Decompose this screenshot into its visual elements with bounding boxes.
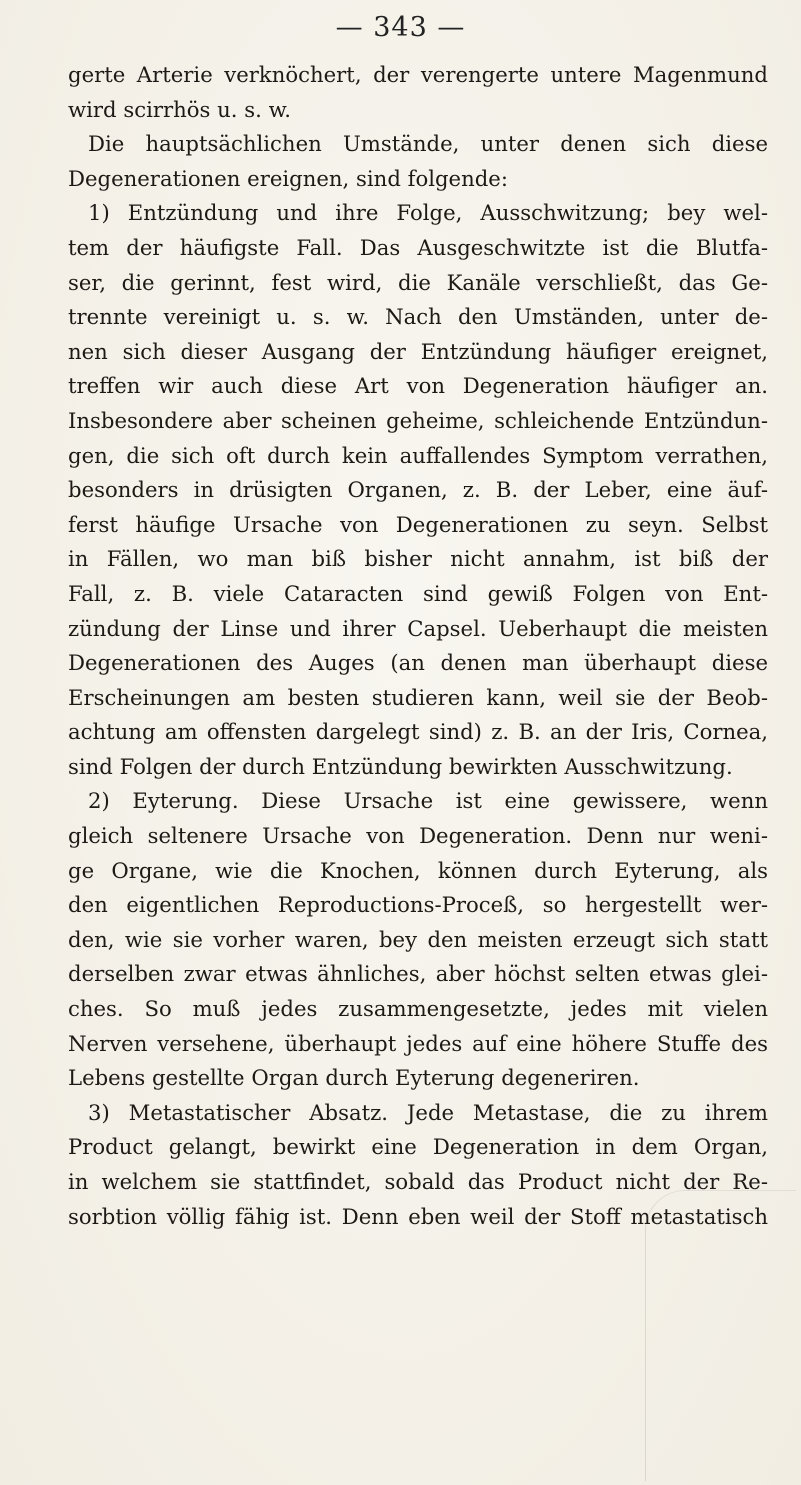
- text-line: 2) Eyterung. Diese Ursache ist eine gewissere, wenn: [88, 788, 768, 814]
- text-line: wird scirrhös u. s. w.: [68, 96, 291, 122]
- text-line: Degenerationen des Auges (an denen man überhaupt diese: [68, 650, 768, 676]
- text-line: sorbtion völlig fähig ist. Denn eben weil der Stoff metastatisch: [68, 1203, 768, 1229]
- paper-shadow-mark: [645, 1190, 796, 1481]
- text-line: achtung am offensten dargelegt sind) z. B. an der Iris, Cornea,: [68, 719, 768, 745]
- text-line: 1) Entzündung und ihre Folge, Ausschwitzung; bey wel-: [88, 200, 768, 226]
- text-line: Nerven versehene, überhaupt jedes auf eine höhere Stuffe des: [68, 1030, 768, 1056]
- text-line: gerte Arterie verknöchert, der verengerte untere Magenmund: [68, 62, 768, 87]
- text-line: derselben zwar etwas ähnliches, aber höchst selten etwas glei-: [68, 961, 768, 987]
- text-line: ge Organe, wie die Knochen, können durch Eyterung, als: [68, 857, 768, 883]
- text-line: in Fällen, wo man biß bisher nicht annahm, ist biß der: [68, 546, 768, 572]
- text-line: Degenerationen ereignen, sind folgende:: [68, 165, 508, 191]
- text-line: tem der häufigste Fall. Das Ausgeschwitzte ist die Blutfa-: [68, 234, 768, 260]
- page-number: — 343 —: [335, 12, 466, 43]
- text-line: gen, die sich oft durch kein auffallendes Symptom verrathen,: [68, 442, 768, 468]
- text-line: gleich seltenere Ursache von Degeneration. Denn nur weni-: [68, 823, 768, 849]
- text-line: nen sich dieser Ausgang der Entzündung häufiger ereignet,: [68, 338, 768, 364]
- text-line: trennte vereinigt u. s. w. Nach den Umständen, unter de-: [68, 304, 768, 330]
- text-line: ferst häufige Ursache von Degenerationen zu seyn. Selbst: [68, 511, 768, 537]
- text-line: ser, die gerinnt, fest wird, die Kanäle verschließt, das Ge-: [68, 269, 768, 295]
- text-line: Insbesondere aber scheinen geheime, schleichende Entzündun-: [68, 407, 768, 433]
- text-line: den eigentlichen Reproductions-Proceß, so hergestellt wer-: [68, 892, 768, 918]
- text-line: treffen wir auch diese Art von Degeneration häufiger an.: [68, 373, 768, 399]
- text-line: Fall, z. B. viele Cataracten sind gewiß Folgen von Ent-: [68, 580, 768, 606]
- text-line: Lebens gestellte Organ durch Eyterung degeneriren.: [68, 1065, 640, 1091]
- text-line: zündung der Linse und ihrer Capsel. Ueberhaupt die meisten: [68, 615, 768, 641]
- text-line: Product gelangt, bewirkt eine Degeneration in dem Organ,: [68, 1134, 768, 1160]
- text-line: sind Folgen der durch Entzündung bewirkten Ausschwitzung.: [68, 753, 733, 779]
- text-line: Die hauptsächlichen Umstände, unter denen sich diese: [88, 131, 768, 157]
- text-line: besonders in drüsigten Organen, z. B. der Leber, eine äuf-: [68, 477, 768, 503]
- text-line: 3) Metastatischer Absatz. Jede Metastase, die zu ihrem: [88, 1099, 768, 1125]
- text-line: den, wie sie vorher waren, bey den meisten erzeugt sich statt: [68, 926, 768, 952]
- text-line: Erscheinungen am besten studieren kann, weil sie der Beob-: [68, 684, 768, 710]
- text-line: in welchem sie stattfindet, sobald das Product nicht der Re-: [68, 1169, 768, 1194]
- body-text: [68, 58, 768, 1234]
- text-line: ches. So muß jedes zusammengesetzte, jedes mit vielen: [68, 996, 768, 1022]
